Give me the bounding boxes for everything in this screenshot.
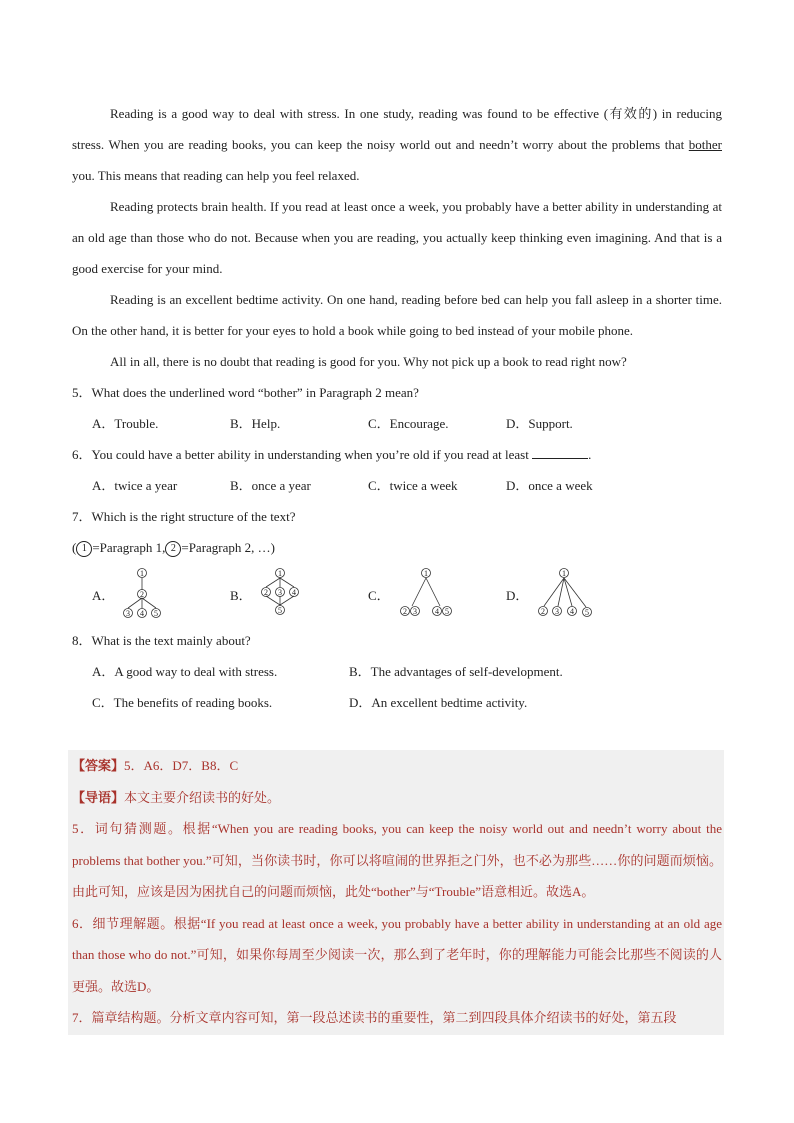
q7-option-d[interactable] xyxy=(506,567,644,621)
question-7-options xyxy=(72,563,722,625)
q7-option-a[interactable] xyxy=(92,567,230,621)
q6-option-a[interactable]: A．twice a year xyxy=(92,478,178,493)
node-4: 4 xyxy=(435,607,439,616)
paragraph-2 xyxy=(72,98,722,191)
node-2: 2 xyxy=(140,590,144,599)
question-7-hint xyxy=(72,532,722,563)
q7-option-a-label: A． xyxy=(92,587,115,603)
node-1: 1 xyxy=(278,569,282,578)
node-5: 5 xyxy=(445,607,449,616)
question-8-options-row-2 xyxy=(72,687,722,718)
q5-option-d[interactable]: D．Support. xyxy=(506,416,573,431)
circled-2-icon: 2 xyxy=(165,541,181,557)
q5-option-a[interactable]: A．Trouble. xyxy=(92,416,159,431)
q8-option-b[interactable]: B．The advantages of self-development. xyxy=(349,664,563,679)
node-4: 4 xyxy=(292,588,296,597)
guide-text: 本文主要介绍读书的好处。 xyxy=(124,789,281,805)
paragraph-5: All in all, there is no doubt that reading is good for you. Why not pick up a book to read right now? xyxy=(110,354,627,369)
node-5: 5 xyxy=(585,608,589,617)
node-5: 5 xyxy=(154,609,158,618)
answer-section xyxy=(68,750,724,1035)
node-5: 5 xyxy=(278,606,282,615)
q7-option-c[interactable] xyxy=(368,567,506,621)
q7-option-b[interactable] xyxy=(230,567,368,621)
node-2: 2 xyxy=(264,588,268,597)
q6-option-b[interactable]: B．once a year xyxy=(230,478,311,493)
q5-option-b[interactable]: B．Help. xyxy=(230,416,281,431)
structure-diagram-a xyxy=(120,567,176,621)
node-3: 3 xyxy=(278,588,282,597)
underlined-word-bother: bother xyxy=(688,137,722,152)
answer-line xyxy=(68,750,724,782)
answer-5: 5．A xyxy=(124,758,153,773)
hint-end: =Paragraph 2, …) xyxy=(181,540,275,555)
q7-option-d-label: D． xyxy=(506,587,529,603)
question-5-options xyxy=(72,408,722,439)
paragraph-2-text: Reading is a good way to deal with stress. In one study, reading was found to be effective (有效的) in reducing stress. When you are reading books, you can keep the noisy world out and needn’t worry about the problems that xyxy=(72,106,722,152)
guide-head: 【导语】 xyxy=(72,789,125,805)
node-1: 1 xyxy=(140,569,144,578)
node-3: 3 xyxy=(555,607,559,616)
structure-diagram-c xyxy=(396,567,458,621)
q6-option-d[interactable]: D．once a week xyxy=(506,478,593,493)
q7-option-b-label: B． xyxy=(230,587,252,603)
question-6-stem xyxy=(72,439,722,470)
structure-diagram-b xyxy=(258,567,314,621)
node-4: 4 xyxy=(570,607,574,616)
node-4: 4 xyxy=(140,609,144,618)
paragraph-4: Reading is an excellent bedtime activity. On one hand, reading before bed can help you fall asleep in a shorter time. On the other hand, it is better for your eyes to hold a book while going to bed instead of your mobile phone. xyxy=(72,292,722,338)
answer-8: 8．C xyxy=(209,758,239,773)
q7-option-c-label: C． xyxy=(368,587,390,603)
circled-1-icon: 1 xyxy=(76,541,92,557)
node-2: 2 xyxy=(403,607,407,616)
guide-line xyxy=(68,782,724,814)
node-3: 3 xyxy=(413,607,417,616)
q6-stem-end: . xyxy=(588,447,592,462)
node-2: 2 xyxy=(541,607,545,616)
paragraph-3: Reading protects brain health. If you read at least once a week, you probably have a better ability in understanding at an old age than those who do not. Because when you are reading, you actually keep thinking even imagining. And that is a good exercise for your mind. xyxy=(72,199,722,276)
answer-6: 6．D xyxy=(152,758,182,773)
paragraph-2-tail: you. This means that reading can help you feel relaxed. xyxy=(72,168,360,183)
hint-mid: =Paragraph 1, xyxy=(92,540,166,555)
q8-option-c[interactable]: C．The benefits of reading books. xyxy=(92,695,273,710)
hint-open: ( xyxy=(72,540,77,555)
question-6-options xyxy=(72,470,722,501)
q6-stem-text: 6．You could have a better ability in understanding when you’re old if you read at least xyxy=(72,447,529,462)
node-3: 3 xyxy=(126,609,130,618)
explanation-7: 7．篇章结构题。分析文章内容可知，第一段总述读书的重要性，第二到四段具体介绍读书的好处，第五段 xyxy=(72,1010,677,1025)
answer-head: 【答案】 xyxy=(72,758,125,773)
q8-option-d[interactable]: D．An excellent bedtime activity. xyxy=(349,695,528,710)
answer-blank xyxy=(532,446,588,459)
explanation-6: 6．细节理解题。根据“If you read at least once a week, you probably have a better ability in understanding at an old age than those who do not.”可知，如果你每周至少阅读一次，那么到了老年时，你的理解能力可能会比那些不阅读的人更强。故选D。 xyxy=(72,915,722,994)
passage-and-questions xyxy=(72,98,722,718)
question-8-stem: 8．What is the text mainly about? xyxy=(72,633,251,648)
structure-diagram-d xyxy=(534,567,596,621)
question-7-stem: 7．Which is the right structure of the text? xyxy=(72,509,296,524)
answer-7: 7．B xyxy=(181,758,210,773)
q8-option-a[interactable]: A．A good way to deal with stress. xyxy=(92,664,278,679)
q5-option-c[interactable]: C．Encourage. xyxy=(368,416,449,431)
node-1: 1 xyxy=(562,569,566,578)
q6-option-c[interactable]: C．twice a week xyxy=(368,478,458,493)
explanation-5: 5．词句猜测题。根据“When you are reading books, you can keep the noisy world out and needn’t worry about the problems that bother you.”可知，当你读书时，你可以将喧闹的世界拒之门外，也不必为那些……你的问题而烦恼。由此可知，应该是因为困扰自己的问题而烦恼，此处“bother”与“Trouble”语意相近。故选A。 xyxy=(72,821,722,899)
question-8-options-row-1 xyxy=(72,656,722,687)
node-1: 1 xyxy=(424,569,428,578)
question-5-stem: 5．What does the underlined word “bother” in Paragraph 2 mean? xyxy=(72,385,419,400)
